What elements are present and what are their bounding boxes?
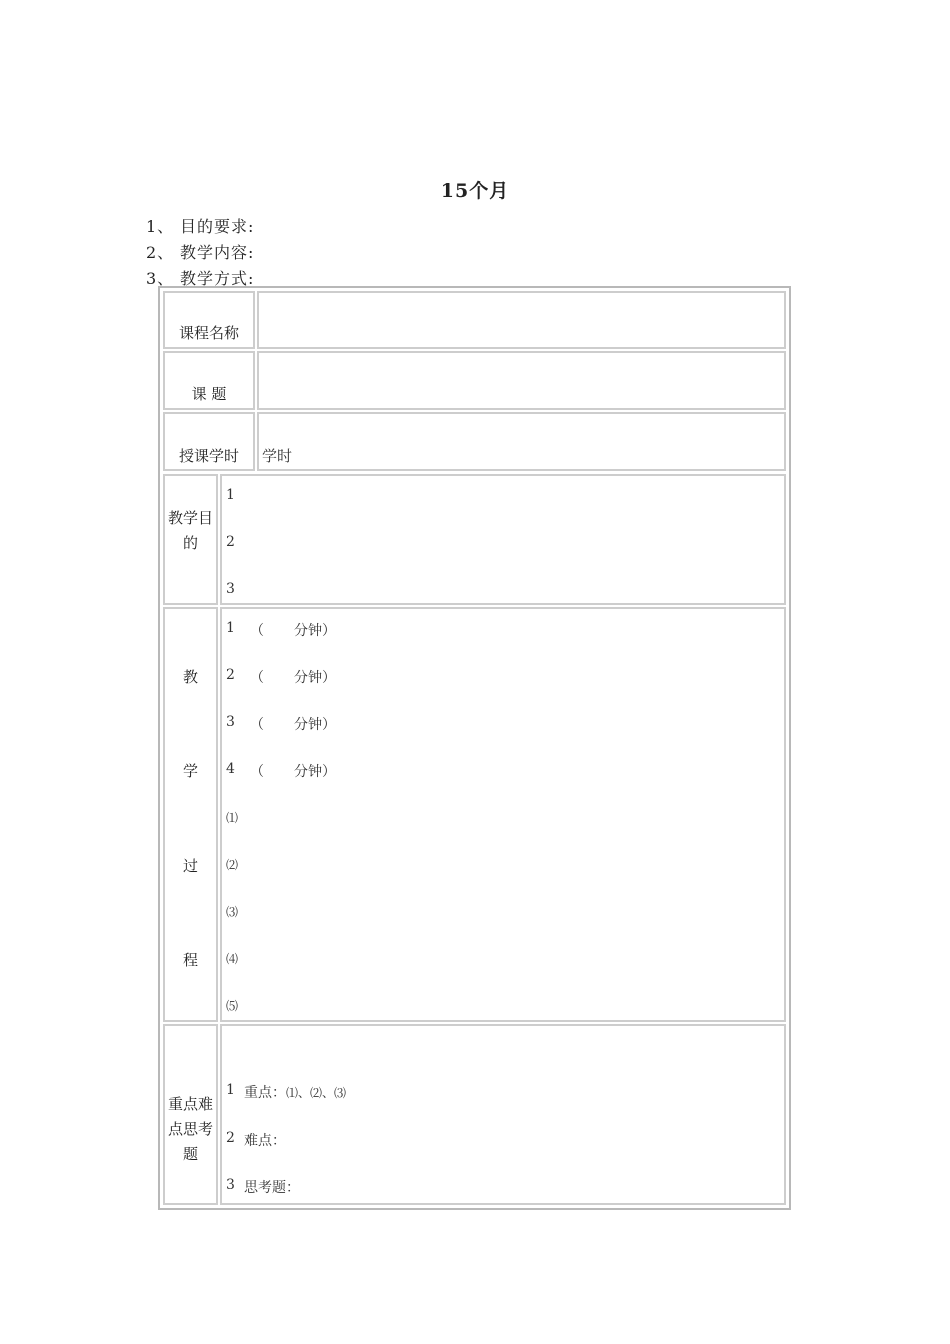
course-name-label-cell [163,291,255,349]
hours-label-cell [163,412,255,471]
objective-item: 1 [226,487,235,503]
process-step-paren: （ [250,623,264,639]
process-step [226,761,336,780]
process-step-number: 1 [226,620,235,636]
process-step-paren: （ [250,717,264,733]
process-label-char: 过 [182,857,198,875]
key-points-label-cell [163,1024,218,1205]
hours-value: 学时 [262,447,293,465]
process-subitem: ⑵ [226,858,239,872]
key-points-label-line: 重点难 [167,1095,213,1113]
key-points-field[interactable] [220,1024,786,1205]
topic-field[interactable] [257,351,786,410]
page-title: 15个月 [440,180,510,202]
key-item-label: 重点：⑴、⑵、⑶ [244,1085,347,1101]
process-step-unit: 分钟） [294,670,336,686]
process-subitem: ⑶ [226,905,239,919]
topic-label-cell [163,351,255,410]
requirement-text: 目的要求: [180,217,255,236]
process-step-number: 4 [226,761,235,777]
process-label-cell [163,607,218,1022]
key-item-label: 难点： [244,1133,286,1149]
key-item [226,1082,347,1101]
objectives-label-line: 的 [182,534,198,552]
requirement-number: 1、 [146,217,175,236]
course-name-field[interactable] [257,291,786,349]
key-points-label-line: 题 [182,1145,198,1163]
key-item [226,1130,286,1149]
objectives-label-cell [163,474,218,605]
process-step-number: 2 [226,667,235,683]
hours-field[interactable] [257,412,786,471]
requirement-item [146,214,254,237]
process-step-number: 3 [226,714,235,730]
requirement-item [146,240,254,263]
course-name-label: 课程名称 [178,324,239,342]
key-item-detail: ⑴、⑵、⑶ [286,1086,347,1100]
key-item-number: 2 [226,1130,235,1146]
process-step [226,620,336,639]
process-step [226,714,336,733]
objectives-field[interactable] [220,474,786,605]
topic-label: 课 题 [191,385,227,403]
hours-label: 授课学时 [178,447,239,465]
process-label-char: 学 [182,762,198,780]
objectives-label-line: 教学目 [167,509,213,527]
key-item [226,1177,300,1196]
objective-item: 2 [226,534,235,550]
requirement-number: 2、 [146,243,175,262]
process-subitem: ⑸ [226,999,239,1013]
process-subitem: ⑷ [226,952,239,966]
process-subitem: ⑴ [226,811,239,825]
requirement-text: 教学方式: [180,269,255,288]
objective-item: 3 [226,581,235,597]
process-field[interactable] [220,607,786,1022]
key-item-label: 思考题： [244,1180,300,1196]
requirement-number: 3、 [146,269,175,288]
process-step-unit: 分钟） [294,623,336,639]
process-step-unit: 分钟） [294,764,336,780]
requirement-text: 教学内容: [180,243,255,262]
process-step-paren: （ [250,764,264,780]
process-label-char: 程 [182,951,198,969]
key-points-label-line: 点思考 [167,1120,213,1138]
process-step-paren: （ [250,670,264,686]
key-item-number: 3 [226,1177,235,1193]
process-step-unit: 分钟） [294,717,336,733]
process-step [226,667,336,686]
process-label-char: 教 [182,668,198,686]
key-item-number: 1 [226,1082,235,1098]
